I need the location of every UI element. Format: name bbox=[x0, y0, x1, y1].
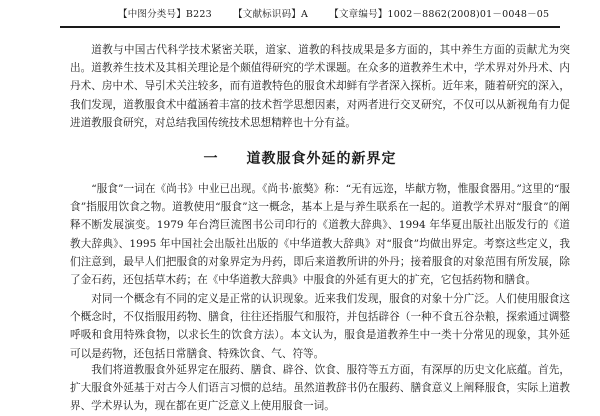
body-paragraph: “服食”一词在《尚书》中业已出现。《尚书·旅獒》称：“无有远迩，毕献方物，惟服食器用。”这里的“服食”指服用饮食之物。道教使用“服食”这一概念，基本上是与养生联系在一起的。道教学术界对“服食”的阐释不断发展演变。1979 年台湾巨流图书公司印行的《道教大辞典》、1994 年华夏出版社出版发行的《道教大辞典》、1995 年中国社会出版社出版的《中华道教大辞典》对“服食”均做出界定。考察这些定义，我们注意到，最早人们把服食的对象界定为丹药，即后来道教所讲的外丹；接着服食的对象范围有所发展，除了金石药，还包括草木药；在《中华道教大辞典》中服食的外延有更大的扩充，它包括药物和膳食。 bbox=[70, 183, 570, 287]
header-rule bbox=[60, 26, 560, 28]
article-number: 【文章编号】1002－8862(2008)01－0048－05 bbox=[329, 9, 550, 20]
article-metadata bbox=[118, 6, 567, 20]
section-title: 道教服食外延的新界定 bbox=[246, 151, 397, 167]
section-number: 一 bbox=[203, 151, 219, 167]
intro-paragraph: 道教与中国古代科学技术紧密关联，道家、道教的科技成果是多方面的，其中养生方面的贡献尤为突出。道教养生技术及其相关理论是个颇值得研究的学术课题。在众多的道教养生术中，学术界对外丹术、内丹术、房中术、导引术关注较多，而有道教特色的服食术却鲜有学者深入探析。近年来，随着研究的深入，我们发现，道教服食术中蕴涵着丰富的技术哲学思想因素，对两者进行交叉研究，不仅可以从新视角有力促进道教服食研究，对总结我国传统技术思想精粹也十分有益。 bbox=[70, 44, 570, 129]
body-paragraph: 对同一个概念有不同的定义是正常的认识现象。近来我们发现，服食的对象十分广泛。人们使用服食这个概念时，不仅指服用药物、膳食，往往还指服气和服符，并包括辟谷（一种不食五谷杂粮，探索通过调整呼吸和食用特殊食物，以求长生的饮食方法）。本文认为，服食是道教养生中一类十分常见的现象，其外延可以是药物，还包括日常膳食、特殊饮食、气、符等。 bbox=[70, 293, 570, 360]
body-paragraph: 我们将道教服食外延界定在服药、膳食、辟谷、饮食、服符等五方面，有深厚的历史文化底蕴。首先，扩大服食外延基于对古今人们语言习惯的总结。虽然道教辞书仍在服药、膳食意义上阐释服食，实际上道教界、学术界认为，现在都在更广泛意义上使用服食一词。 bbox=[70, 364, 570, 413]
classification-code: 【中图分类号】B223 bbox=[118, 9, 212, 20]
document-code: 【文献标识码】A bbox=[233, 9, 309, 20]
section-heading bbox=[0, 148, 600, 168]
